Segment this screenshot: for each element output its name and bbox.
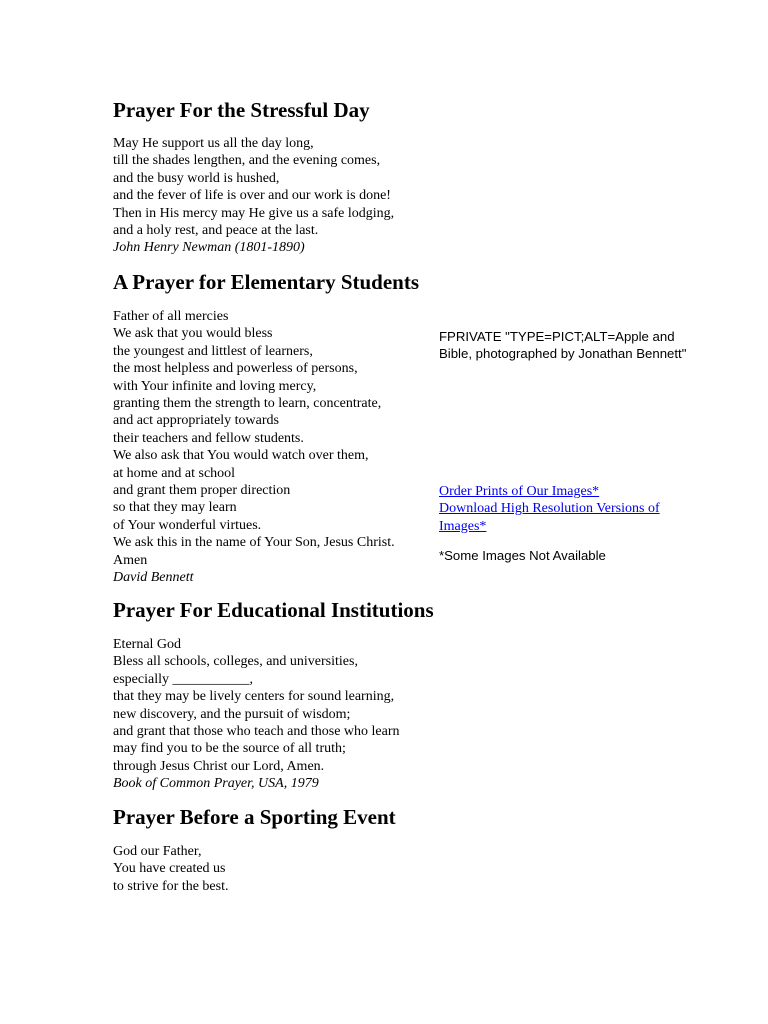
prayer-line: and grant that those who teach and those who learn bbox=[113, 724, 400, 740]
prayer-line: with Your infinite and loving mercy, bbox=[113, 378, 317, 394]
prayer-line: to strive for the best. bbox=[113, 878, 229, 894]
images-availability-note: *Some Images Not Available bbox=[439, 548, 606, 563]
prayer-line: the youngest and littlest of learners, bbox=[113, 343, 313, 359]
download-high-res-link[interactable]: Download High Resolution Versions of Images* bbox=[439, 501, 660, 534]
order-prints-link[interactable]: Order Prints of Our Images* bbox=[439, 484, 600, 499]
prayer-line: and grant them proper direction bbox=[113, 483, 291, 499]
prayer-line: especially ___________, bbox=[113, 671, 253, 687]
prayer-line: We ask that you would bless bbox=[113, 326, 273, 342]
prayer-line: May He support us all the day long, bbox=[113, 136, 314, 151]
image-placeholder-text: FPRIVATE "TYPE=PICT;ALT=Apple and Bible, photographed by Jonathan Bennett" bbox=[439, 329, 687, 362]
prayer-line: at home and at school bbox=[113, 465, 236, 481]
prayer-text-stressful-day bbox=[113, 135, 394, 257]
prayer-line: that they may be lively centers for sound learning, bbox=[113, 689, 395, 705]
prayer-author: David Bennett bbox=[113, 570, 194, 586]
prayer-line: We ask this in the name of Your Son, Jesus Christ. bbox=[113, 535, 395, 551]
section-title-elementary-students: A Prayer for Elementary Students bbox=[113, 270, 420, 294]
prayer-line: We also ask that You would watch over them, bbox=[113, 448, 369, 464]
prayer-line: till the shades lengthen, and the evening comes, bbox=[113, 153, 381, 169]
section-title-sporting-event: Prayer Before a Sporting Event bbox=[113, 805, 396, 829]
prayer-line: the most helpless and powerless of persons, bbox=[113, 361, 358, 377]
prayer-line: may find you to be the source of all truth; bbox=[113, 741, 346, 757]
section-title-stressful-day: Prayer For the Stressful Day bbox=[113, 98, 370, 122]
prayer-line: their teachers and fellow students. bbox=[113, 430, 304, 446]
prayer-line: Amen bbox=[113, 552, 148, 568]
prayer-line: God our Father, bbox=[113, 844, 202, 859]
section-title-educational-institutions: Prayer For Educational Institutions bbox=[113, 598, 434, 622]
prayer-line: of Your wonderful virtues. bbox=[113, 517, 262, 533]
prayer-line: Bless all schools, colleges, and universities, bbox=[113, 654, 358, 670]
prayer-text-elementary-students bbox=[113, 308, 395, 587]
prayer-line: and the busy world is hushed, bbox=[113, 170, 280, 186]
prayer-line: so that they may learn bbox=[113, 500, 237, 516]
prayer-text-educational-institutions bbox=[113, 636, 400, 793]
prayer-line: new discovery, and the pursuit of wisdom; bbox=[113, 706, 351, 722]
prayer-line: Father of all mercies bbox=[113, 309, 229, 324]
prayer-line: You have created us bbox=[113, 861, 226, 877]
prayer-line: Eternal God bbox=[113, 637, 182, 652]
prayer-author: John Henry Newman (1801-1890) bbox=[113, 240, 305, 256]
prayer-line: and act appropriately towards bbox=[113, 413, 279, 429]
prayer-line: and the fever of life is over and our work is done! bbox=[113, 188, 391, 204]
prayer-line: and a holy rest, and peace at the last. bbox=[113, 223, 319, 239]
prayer-author: Book of Common Prayer, USA, 1979 bbox=[113, 776, 319, 792]
prayer-text-sporting-event bbox=[113, 843, 228, 895]
prayer-line: Then in His mercy may He give us a safe lodging, bbox=[113, 205, 395, 221]
prayer-line: granting them the strength to learn, concentrate, bbox=[113, 396, 382, 412]
prayer-line: through Jesus Christ our Lord, Amen. bbox=[113, 758, 325, 774]
image-links bbox=[439, 483, 689, 535]
